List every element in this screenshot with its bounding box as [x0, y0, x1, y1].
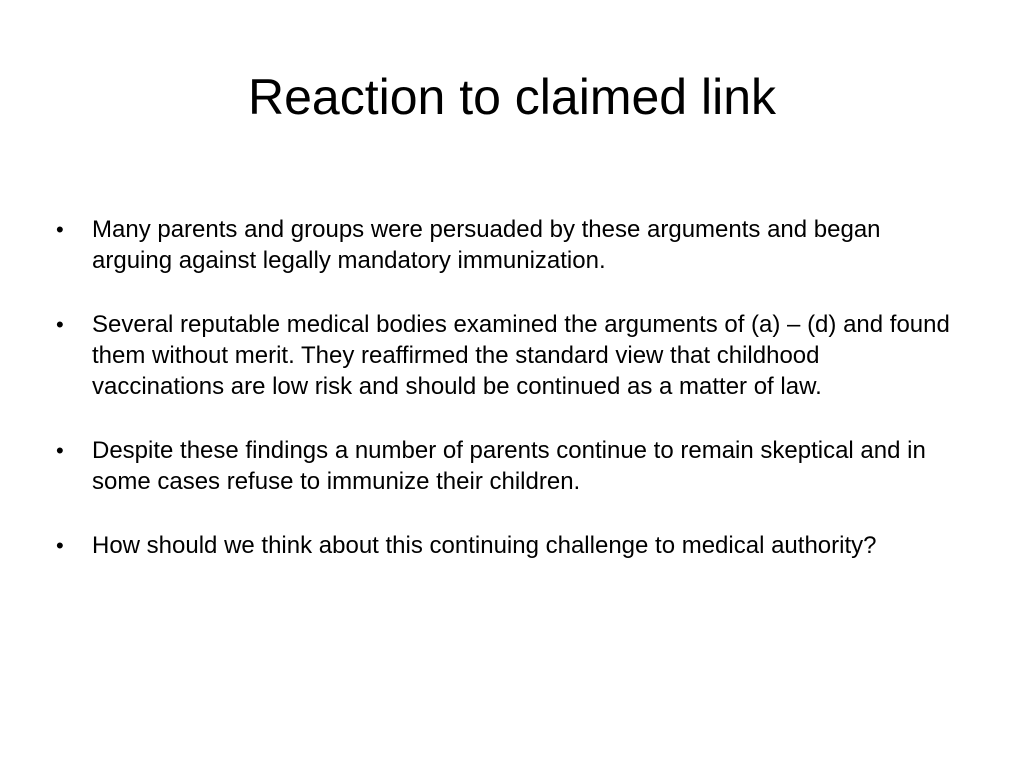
bullet-item — [56, 214, 956, 276]
bullet-icon: • — [56, 312, 64, 337]
bullet-item — [56, 309, 956, 402]
bullet-list — [56, 214, 956, 594]
bullet-text: How should we think about this continuing challenge to medical authority? — [92, 532, 877, 559]
bullet-text: Many parents and groups were persuaded by these arguments and began arguing against legally mandatory immunization. — [92, 216, 881, 274]
bullet-text: Despite these findings a number of parents continue to remain skeptical and in some cases refuse to immunize their children. — [92, 437, 926, 495]
slide-title: Reaction to claimed link — [247, 69, 777, 125]
bullet-icon: • — [56, 438, 64, 463]
bullet-icon: • — [56, 217, 64, 242]
bullet-icon: • — [56, 533, 64, 558]
bullet-item — [56, 530, 956, 561]
bullet-item — [56, 435, 956, 497]
bullet-text: Several reputable medical bodies examined the arguments of (a) – (d) and found them without merit. They reaffirmed the standard view that childhood vaccinations are low risk and should be continued as a matter of law. — [92, 311, 950, 400]
